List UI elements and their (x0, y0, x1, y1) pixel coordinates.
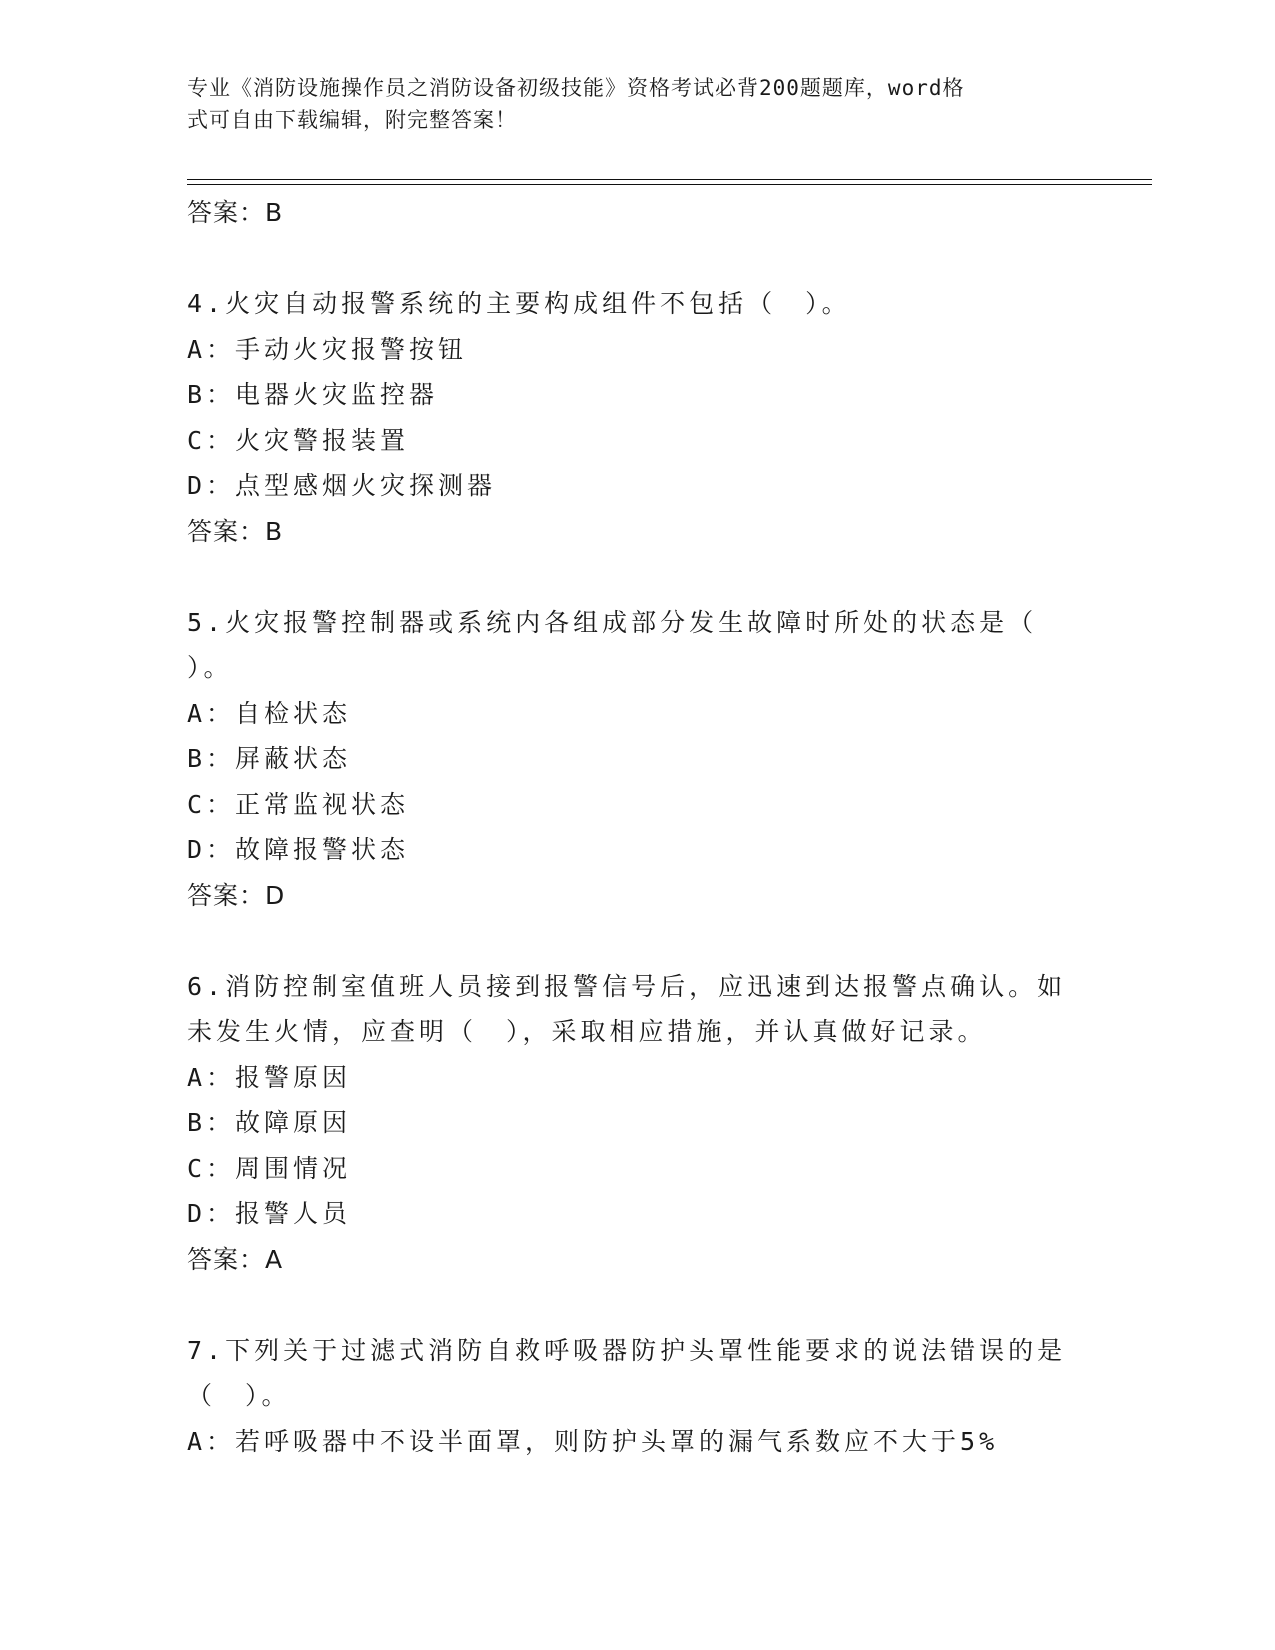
header-divider-bottom (187, 184, 1152, 185)
option-a: A：若呼吸器中不设半面罩，则防护头罩的漏气系数应不大于5% (187, 1426, 999, 1456)
answer-line: 答案：B (187, 516, 284, 546)
option-b: B：故障原因 (187, 1108, 352, 1137)
question-stem: 5.火灾报警控制器或系统内各组成部分发生故障时所处的状态是（ (187, 607, 1038, 637)
question-stem-continued: 未发生火情，应查明（ ），采取相应措施，并认真做好记录。 (187, 1017, 987, 1046)
option-c: C：周围情况 (187, 1153, 352, 1183)
question-stem: 7.下列关于过滤式消防自救呼吸器防护头罩性能要求的说法错误的是 (187, 1335, 1067, 1365)
option-d: D：点型感烟火灾探测器 (187, 471, 497, 500)
option-b: B：屏蔽状态 (187, 744, 352, 773)
header-line-1: 专业《消防设施操作员之消防设备初级技能》资格考试必背200题题库，word格 (187, 76, 965, 100)
option-a: A：报警原因 (187, 1062, 352, 1092)
document-header (187, 72, 1067, 136)
option-a: A：自检状态 (187, 698, 352, 728)
question-7 (187, 1328, 1087, 1465)
option-d: D：故障报警状态 (187, 835, 410, 864)
question-stem-continued: （ ）。 (187, 1381, 291, 1410)
question-stem: 6.消防控制室值班人员接到报警信号后，应迅速到达报警点确认。如 (187, 971, 1067, 1001)
question-6 (187, 964, 1087, 1282)
question-list (187, 190, 1087, 1464)
answer-line: 答案：D (187, 880, 286, 910)
option-c: C：正常监视状态 (187, 789, 410, 819)
answer-line: 答案：B (187, 198, 284, 227)
header-divider-top (187, 179, 1152, 180)
option-d: D：报警人员 (187, 1199, 352, 1228)
question-stem-continued: ）。 (187, 653, 233, 682)
question-4 (187, 281, 1087, 554)
question-stem: 4.火灾自动报警系统的主要构成组件不包括（ ）。 (187, 289, 851, 318)
option-b: B：电器火灾监控器 (187, 380, 439, 409)
question-5 (187, 600, 1087, 918)
option-c: C：火灾警报装置 (187, 425, 410, 455)
header-line-2: 式可自由下载编辑，附完整答案！ (187, 108, 517, 132)
option-a: A：手动火灾报警按钮 (187, 334, 468, 364)
answer-line: 答案：A (187, 1244, 284, 1274)
